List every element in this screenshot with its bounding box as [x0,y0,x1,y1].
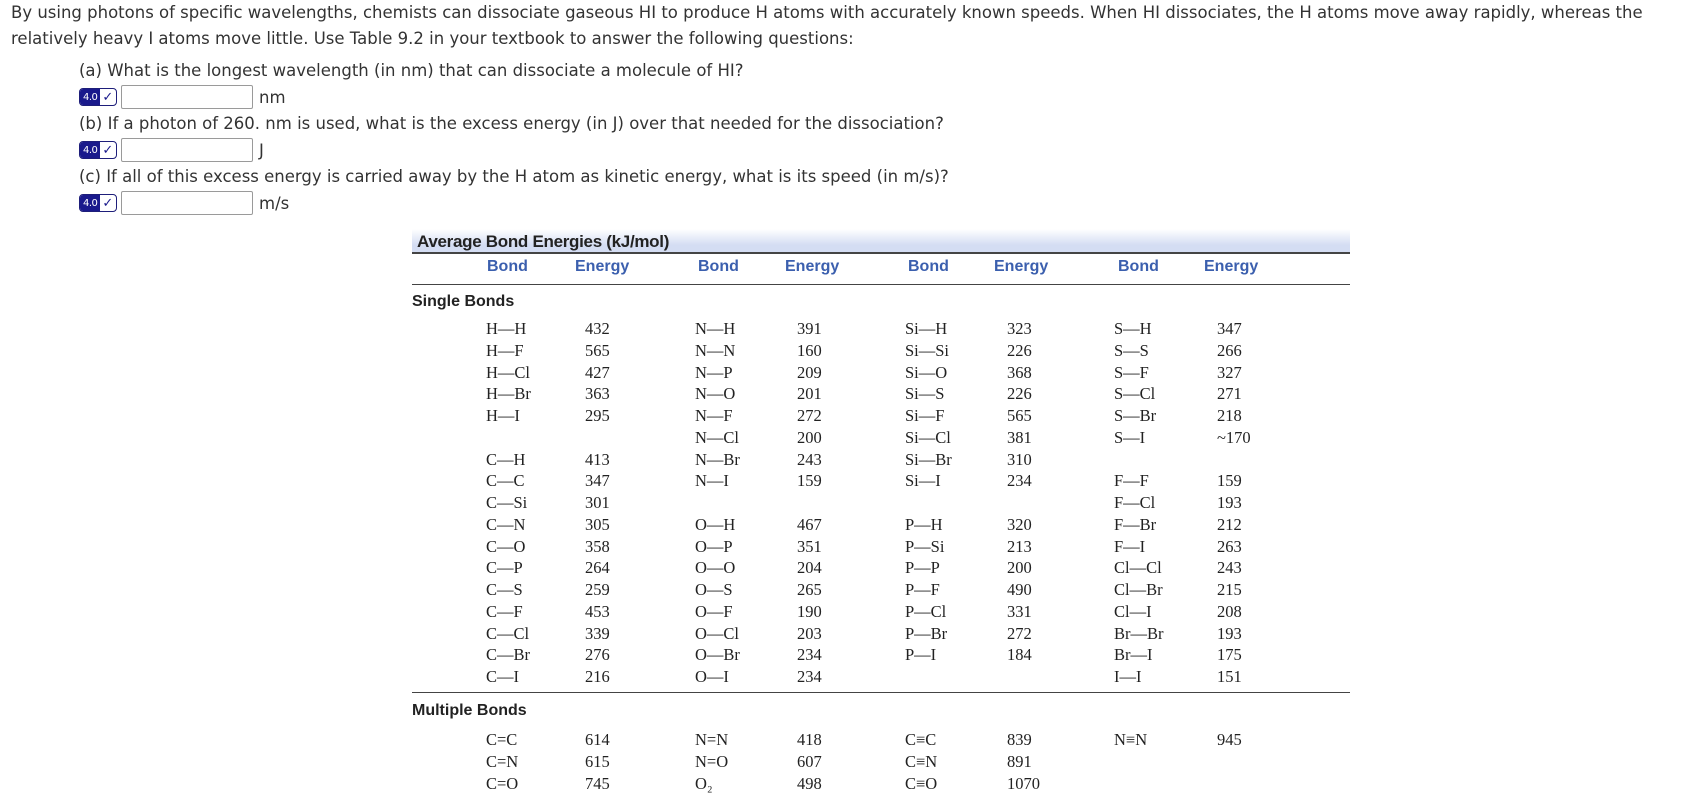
bond-label: H—I [486,406,520,425]
bond-energy-value: 351 [797,536,822,556]
bond-energy-value: 218 [1217,406,1242,425]
bond-label: F—F [1114,471,1149,491]
bond-label: P—P [905,558,940,578]
bond-label: C—Br [486,645,531,665]
bond-label: N—H [695,319,736,338]
column-header: Bond [1118,258,1159,275]
bond-label: P—H [905,514,943,534]
bond-label: I—I [1114,667,1142,686]
bond-label: N—Cl [695,427,740,447]
column-header: Energy [575,258,630,275]
bond-label: Br—I [1114,645,1153,665]
bond-energy-value: 615 [585,751,610,771]
bond-energy-value: 200 [1007,558,1032,578]
bond-energy-value: 347 [585,471,610,491]
bond-label: C—Si [486,493,528,512]
bond-label: C≡N [905,751,938,771]
answer-row-c [79,190,289,216]
bond-energy-value: 467 [797,514,822,534]
bond-energy-value: 327 [1217,362,1242,382]
bond-label: O—F [695,601,733,621]
question-b-text: (b) If a photon of 260. nm is used, what is the excess energy (in J) over that needed for the dissociation? [79,114,944,133]
bond-energy-value: 215 [1217,580,1242,599]
bond-label: P—Si [905,536,945,556]
answer-input-c[interactable] [121,191,253,215]
bond-label: P—I [905,645,937,665]
bond-energy-value: 159 [797,471,822,491]
check-icon: ✓ [102,89,114,105]
bond-energy-value: 418 [797,730,822,749]
bond-label: Si—S [905,384,945,404]
bond-label: Si—Si [905,340,950,360]
points-badge: 4.0 ✓ [79,88,117,106]
bond-label: P—F [905,580,940,599]
bond-energy-value: 453 [585,601,610,621]
bond-energy-value: 295 [585,406,610,425]
bond-label: S—H [1114,319,1152,338]
bond-energy-value: 839 [1007,730,1032,749]
bond-energy-value: 271 [1217,384,1242,404]
bond-label: N—O [695,384,736,404]
bond-label: C—F [486,601,523,621]
bond-label: N—I [695,471,729,491]
bond-energy-value: 226 [1007,384,1032,404]
bond-label: O—S [695,580,733,599]
bond-label: N=N [695,730,729,749]
question-a-text: (a) What is the longest wavelength (in nm) that can dissociate a molecule of HI? [79,61,744,80]
bond-label: S—S [1114,340,1149,360]
bond-label: S—F [1114,362,1149,382]
column-header: Bond [698,258,739,275]
bond-energy-value: 498 [797,773,822,793]
bond-energy-value: 184 [1007,645,1032,665]
bond-label: Cl—Br [1114,580,1163,599]
bond-label: N—F [695,406,733,425]
question-c-text: (c) If all of this excess energy is carried away by the H atom as kinetic energy, what is its speed (in m/s)? [79,167,949,186]
single-bonds-label: Single Bonds [412,293,515,310]
bond-energy-value: 234 [797,667,822,686]
bond-energy-value: 190 [797,601,822,621]
bond-label: C—Cl [486,623,530,643]
bond-label: N—P [695,362,733,382]
bond-label: Si—F [905,406,945,425]
bond-label: C—C [486,471,525,491]
bond-label: N—N [695,340,736,360]
bond-label: C=O [486,773,519,793]
answer-input-b[interactable] [121,138,253,162]
bond-energy-value: 323 [1007,319,1032,338]
table-title: Average Bond Energies (kJ/mol) [412,229,1350,254]
bond-energy-value: 193 [1217,493,1242,512]
check-icon: ✓ [102,195,114,211]
bond-label: O—Cl [695,623,740,643]
bond-energy-value: 320 [1007,514,1032,534]
bond-label: O₂ [695,773,713,793]
bond-label: C—O [486,536,526,556]
bond-energy-value: 151 [1217,667,1242,686]
column-header: Energy [994,258,1049,275]
bond-energy-value: 607 [797,751,822,771]
bond-energy-value: 614 [585,730,610,749]
bond-energy-value: 208 [1217,601,1242,621]
bond-label: O—Br [695,645,740,665]
bond-label: N=O [695,751,729,771]
bond-energy-value: 331 [1007,601,1032,621]
intro-line-2: relatively heavy I atoms move little. Use Table 9.2 in your textbook to answer the following questions: [11,29,854,48]
bond-energy-value: 358 [585,536,610,556]
bond-label: H—F [486,340,524,360]
bond-energy-value: 264 [585,558,610,578]
bond-energy-value: 368 [1007,362,1032,382]
bond-label: Si—Cl [905,427,951,447]
bond-energy-table [412,229,1350,793]
bond-energy-value: 213 [1007,536,1032,556]
intro-line-1: By using photons of specific wavelengths, chemists can dissociate gaseous HI to produce H atoms with accurately known speeds. When HI dissociates, the H atoms move away rapidly, whereas the [11,3,1643,22]
bond-label: S—Cl [1114,384,1156,404]
unit-label-c: m/s [259,193,290,213]
bond-energy-value: 216 [585,667,610,686]
bond-label: O—H [695,514,736,534]
bond-energy-value: 263 [1217,536,1242,556]
bond-energy-value: 391 [797,319,822,338]
check-icon: ✓ [102,142,114,158]
bond-label: F—Cl [1114,493,1156,512]
bond-label: O—P [695,536,733,556]
unit-label-a: nm [259,87,286,107]
bond-energy-value: 234 [1007,471,1032,491]
bond-energy-value: 381 [1007,427,1032,447]
bond-energy-value: 160 [797,340,822,360]
bond-energy-value: 265 [797,580,822,599]
bond-energy-value: 200 [797,427,822,447]
bond-label: Cl—Cl [1114,558,1162,578]
answer-input-a[interactable] [121,85,253,109]
bond-energy-value: 259 [585,580,610,599]
column-header: Bond [908,258,949,275]
bond-energy-value: 209 [797,362,822,382]
bond-label: S—Br [1114,406,1157,425]
header-divider [412,284,1350,285]
bond-energy-value: 243 [1217,558,1242,578]
bond-label: F—Br [1114,514,1157,534]
bond-energy-value: 745 [585,773,610,793]
column-header: Energy [1204,258,1259,275]
bond-energy-value: 413 [585,449,610,469]
bond-label: C≡O [905,773,938,793]
bond-energy-value: 490 [1007,580,1032,599]
bond-label: O—O [695,558,736,578]
column-header: Bond [487,258,528,275]
bond-label: H—H [486,319,527,338]
bond-energy-value: 363 [585,384,610,404]
bond-label: C≡C [905,730,937,749]
bond-energy-value: 339 [585,623,610,643]
bond-energy-value: 193 [1217,623,1242,643]
bond-energy-value: 234 [797,645,822,665]
bond-label: Si—H [905,319,948,338]
bond-label: C—I [486,667,519,686]
bond-energy-value: 272 [797,406,822,425]
multiple-bonds-label: Multiple Bonds [412,702,527,719]
bond-label: Si—Br [905,449,952,469]
bond-energy-value: 1070 [1007,773,1040,793]
bond-label: C—H [486,449,526,469]
bond-energy-value: 272 [1007,623,1032,643]
bond-energy-value: 266 [1217,340,1242,360]
bond-energy-value: 347 [1217,319,1242,338]
bond-label: P—Cl [905,601,947,621]
bond-label: S—I [1114,427,1146,447]
bond-energy-value: ~170 [1217,427,1251,447]
bond-energy-value: 305 [585,514,610,534]
bond-label: Si—I [905,471,941,491]
bond-energy-value: 310 [1007,449,1032,469]
bond-energy-value: 565 [1007,406,1032,425]
bond-label: Cl—I [1114,601,1152,621]
bond-energy-value: 203 [797,623,822,643]
bond-label: F—I [1114,536,1146,556]
bond-label: C—P [486,558,523,578]
answer-row-a [79,84,286,110]
section-divider [412,692,1350,693]
points-badge: 4.0 ✓ [79,141,117,159]
bond-energy-value: 226 [1007,340,1032,360]
bond-energy-value: 201 [797,384,822,404]
bond-label: N—Br [695,449,740,469]
bond-energy-value: 212 [1217,514,1242,534]
bond-label: C—N [486,514,526,534]
bond-energy-value: 301 [585,493,610,512]
bond-label: C=N [486,751,519,771]
bond-label: P—Br [905,623,948,643]
bond-label: C=C [486,730,518,749]
bond-label: Br—Br [1114,623,1164,643]
bond-energy-value: 891 [1007,751,1032,771]
bond-energy-value: 243 [797,449,822,469]
bond-energy-value: 565 [585,340,610,360]
points-badge: 4.0 ✓ [79,194,117,212]
bond-energy-value: 204 [797,558,822,578]
bond-energy-value: 175 [1217,645,1242,665]
bond-energy-value: 159 [1217,471,1242,491]
bond-energy-value: 945 [1217,730,1242,749]
bond-label: O—I [695,667,729,686]
bond-energy-value: 427 [585,362,610,382]
column-header: Energy [785,258,840,275]
bond-energy-value: 276 [585,645,610,665]
bond-label: H—Cl [486,362,531,382]
unit-label-b: J [259,140,264,160]
bond-label: H—Br [486,384,531,404]
bond-label: N≡N [1114,730,1148,749]
answer-row-b [79,137,264,163]
bond-label: C—S [486,580,523,599]
bond-energy-value: 432 [585,319,610,338]
bond-label: Si—O [905,362,948,382]
